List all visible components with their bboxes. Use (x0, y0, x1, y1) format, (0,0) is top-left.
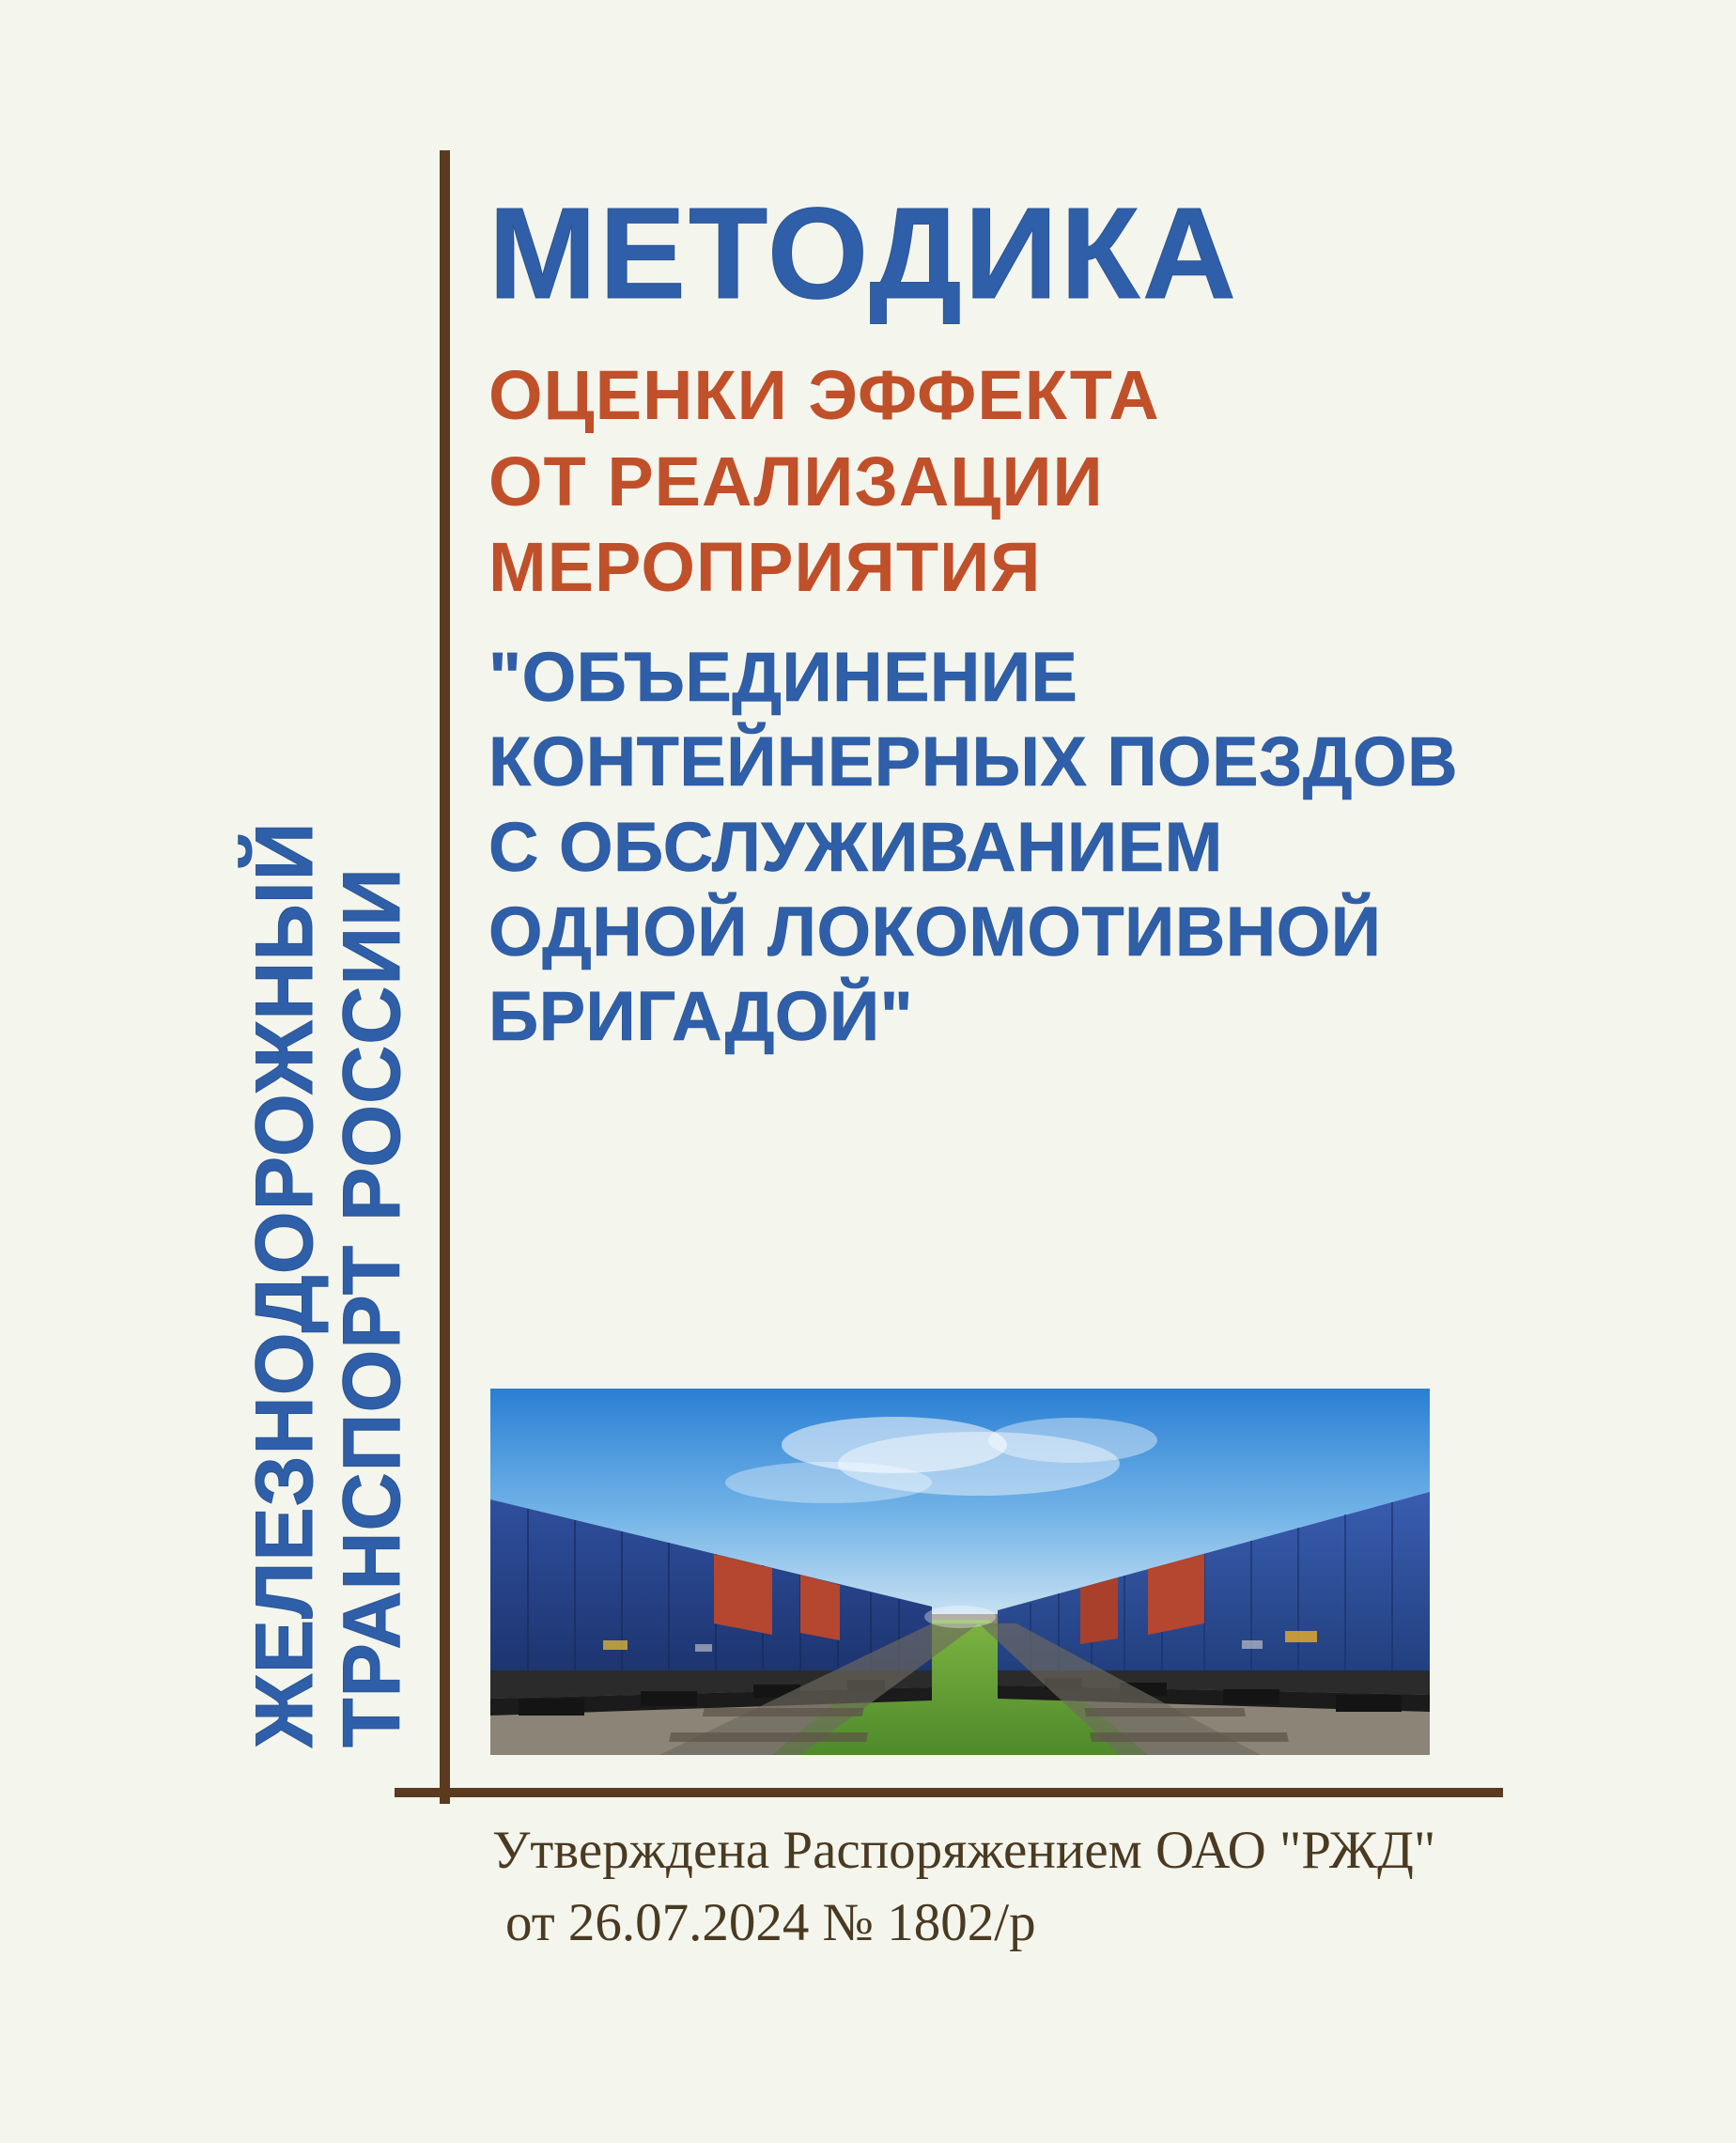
subtitle-block (488, 352, 1494, 611)
subtitle-line-1: ОЦЕНКИ ЭФФЕКТА (488, 355, 1160, 434)
spine-series-title (160, 141, 498, 1757)
quoted-title-line-2: КОНТЕЙНЕРНЫХ ПОЕЗДОВ (488, 722, 1459, 801)
spine-line-1: ЖЕЛЕЗНОДОРОЖНЫЙ (240, 821, 331, 1747)
page-title: МЕТОДИКА (488, 181, 1239, 326)
quoted-title-line-4: ОДНОЙ ЛОКОМОТИВНОЙ (488, 892, 1382, 971)
approval-note (492, 1815, 1544, 1960)
approval-line-1: Утверждена Распоряжением ОАО "РЖД" (492, 1821, 1436, 1880)
horizontal-divider-rule (395, 1788, 1503, 1797)
quoted-title-block (488, 635, 1494, 1059)
quoted-title-line-5: БРИГАДОЙ" (488, 977, 914, 1056)
title-block (488, 181, 1494, 1059)
container-trains-photo (490, 1389, 1430, 1755)
subtitle-line-3: МЕРОПРИЯТИЯ (488, 528, 1042, 607)
spine-line-2: ТРАНСПОРТ РОССИИ (327, 867, 417, 1747)
quoted-title-line-1: "ОБЪЕДИНЕНИЕ (488, 638, 1078, 716)
subtitle-line-2: ОТ РЕАЛИЗАЦИИ (488, 442, 1104, 520)
quoted-title-line-3: С ОБСЛУЖИВАНИЕМ (488, 807, 1223, 886)
approval-line-2: от 26.07.2024 № 1802/р (505, 1892, 1036, 1952)
